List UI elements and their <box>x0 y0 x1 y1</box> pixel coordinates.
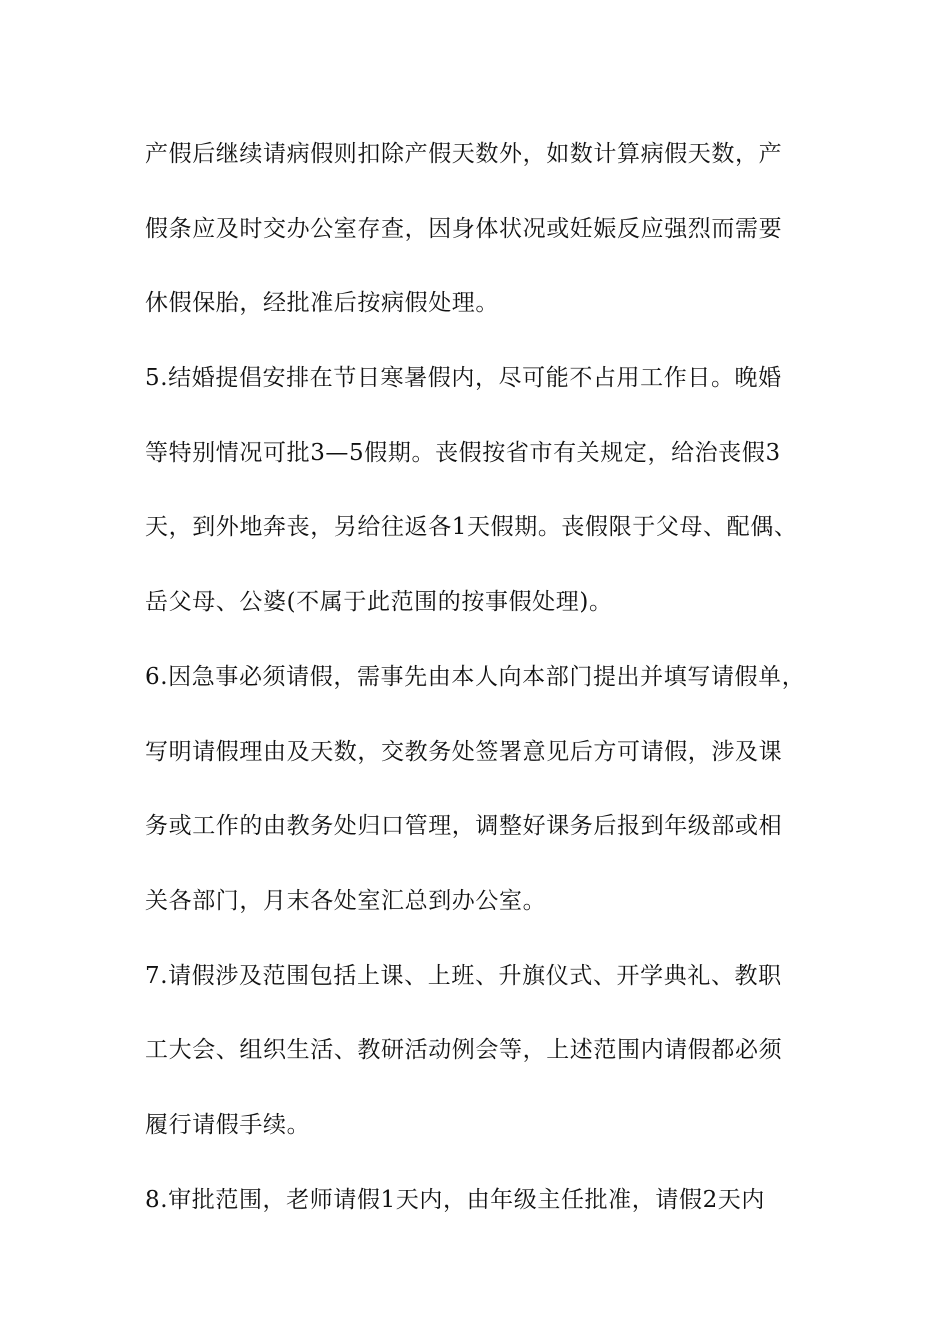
text-line: 休假保胎，经批准后按病假处理。 <box>145 290 499 317</box>
text-line: 假条应及时交办公室存查，因身体状况或妊娠反应强烈而需要 <box>145 215 783 242</box>
document-body <box>145 128 835 1248</box>
text-line: 岳父母、公婆(不属于此范围的按事假处理)。 <box>145 589 613 616</box>
text-line: 务或工作的由教务处归口管理，调整好课务后报到年级部或相 <box>145 813 783 840</box>
text-line: 关各部门，月末各处室汇总到办公室。 <box>145 887 547 914</box>
text-line: 履行请假手续。 <box>145 1111 311 1138</box>
text-line: 产假后继续请病假则扣除产假天数外，如数计算病假天数，产 <box>145 141 783 167</box>
text-line: 写明请假理由及天数，交教务处签署意见后方可请假，涉及课 <box>145 738 783 765</box>
text-line: 7.请假涉及范围包括上课、上班、升旗仪式、开学典礼、教职 <box>145 962 782 989</box>
text-line: 8.审批范围，老师请假1天内，由年级主任批准，请假2天内 <box>145 1186 766 1213</box>
text-line: 工大会、组织生活、教研活动例会等，上述范围内请假都必须 <box>145 1037 783 1064</box>
text-line: 6.因急事必须请假，需事先由本人向本部门提出并填写请假单， <box>145 663 806 690</box>
text-line: 天，到外地奔丧，另给往返各1天假期。丧假限于父母、配偶、 <box>145 514 798 541</box>
text-line: 5.结婚提倡安排在节日寒暑假内，尽可能不占用工作日。晚婚 <box>145 365 782 392</box>
text-line: 等特别情况可批3—5假期。丧假按省市有关规定，给治丧假3 <box>145 439 781 466</box>
